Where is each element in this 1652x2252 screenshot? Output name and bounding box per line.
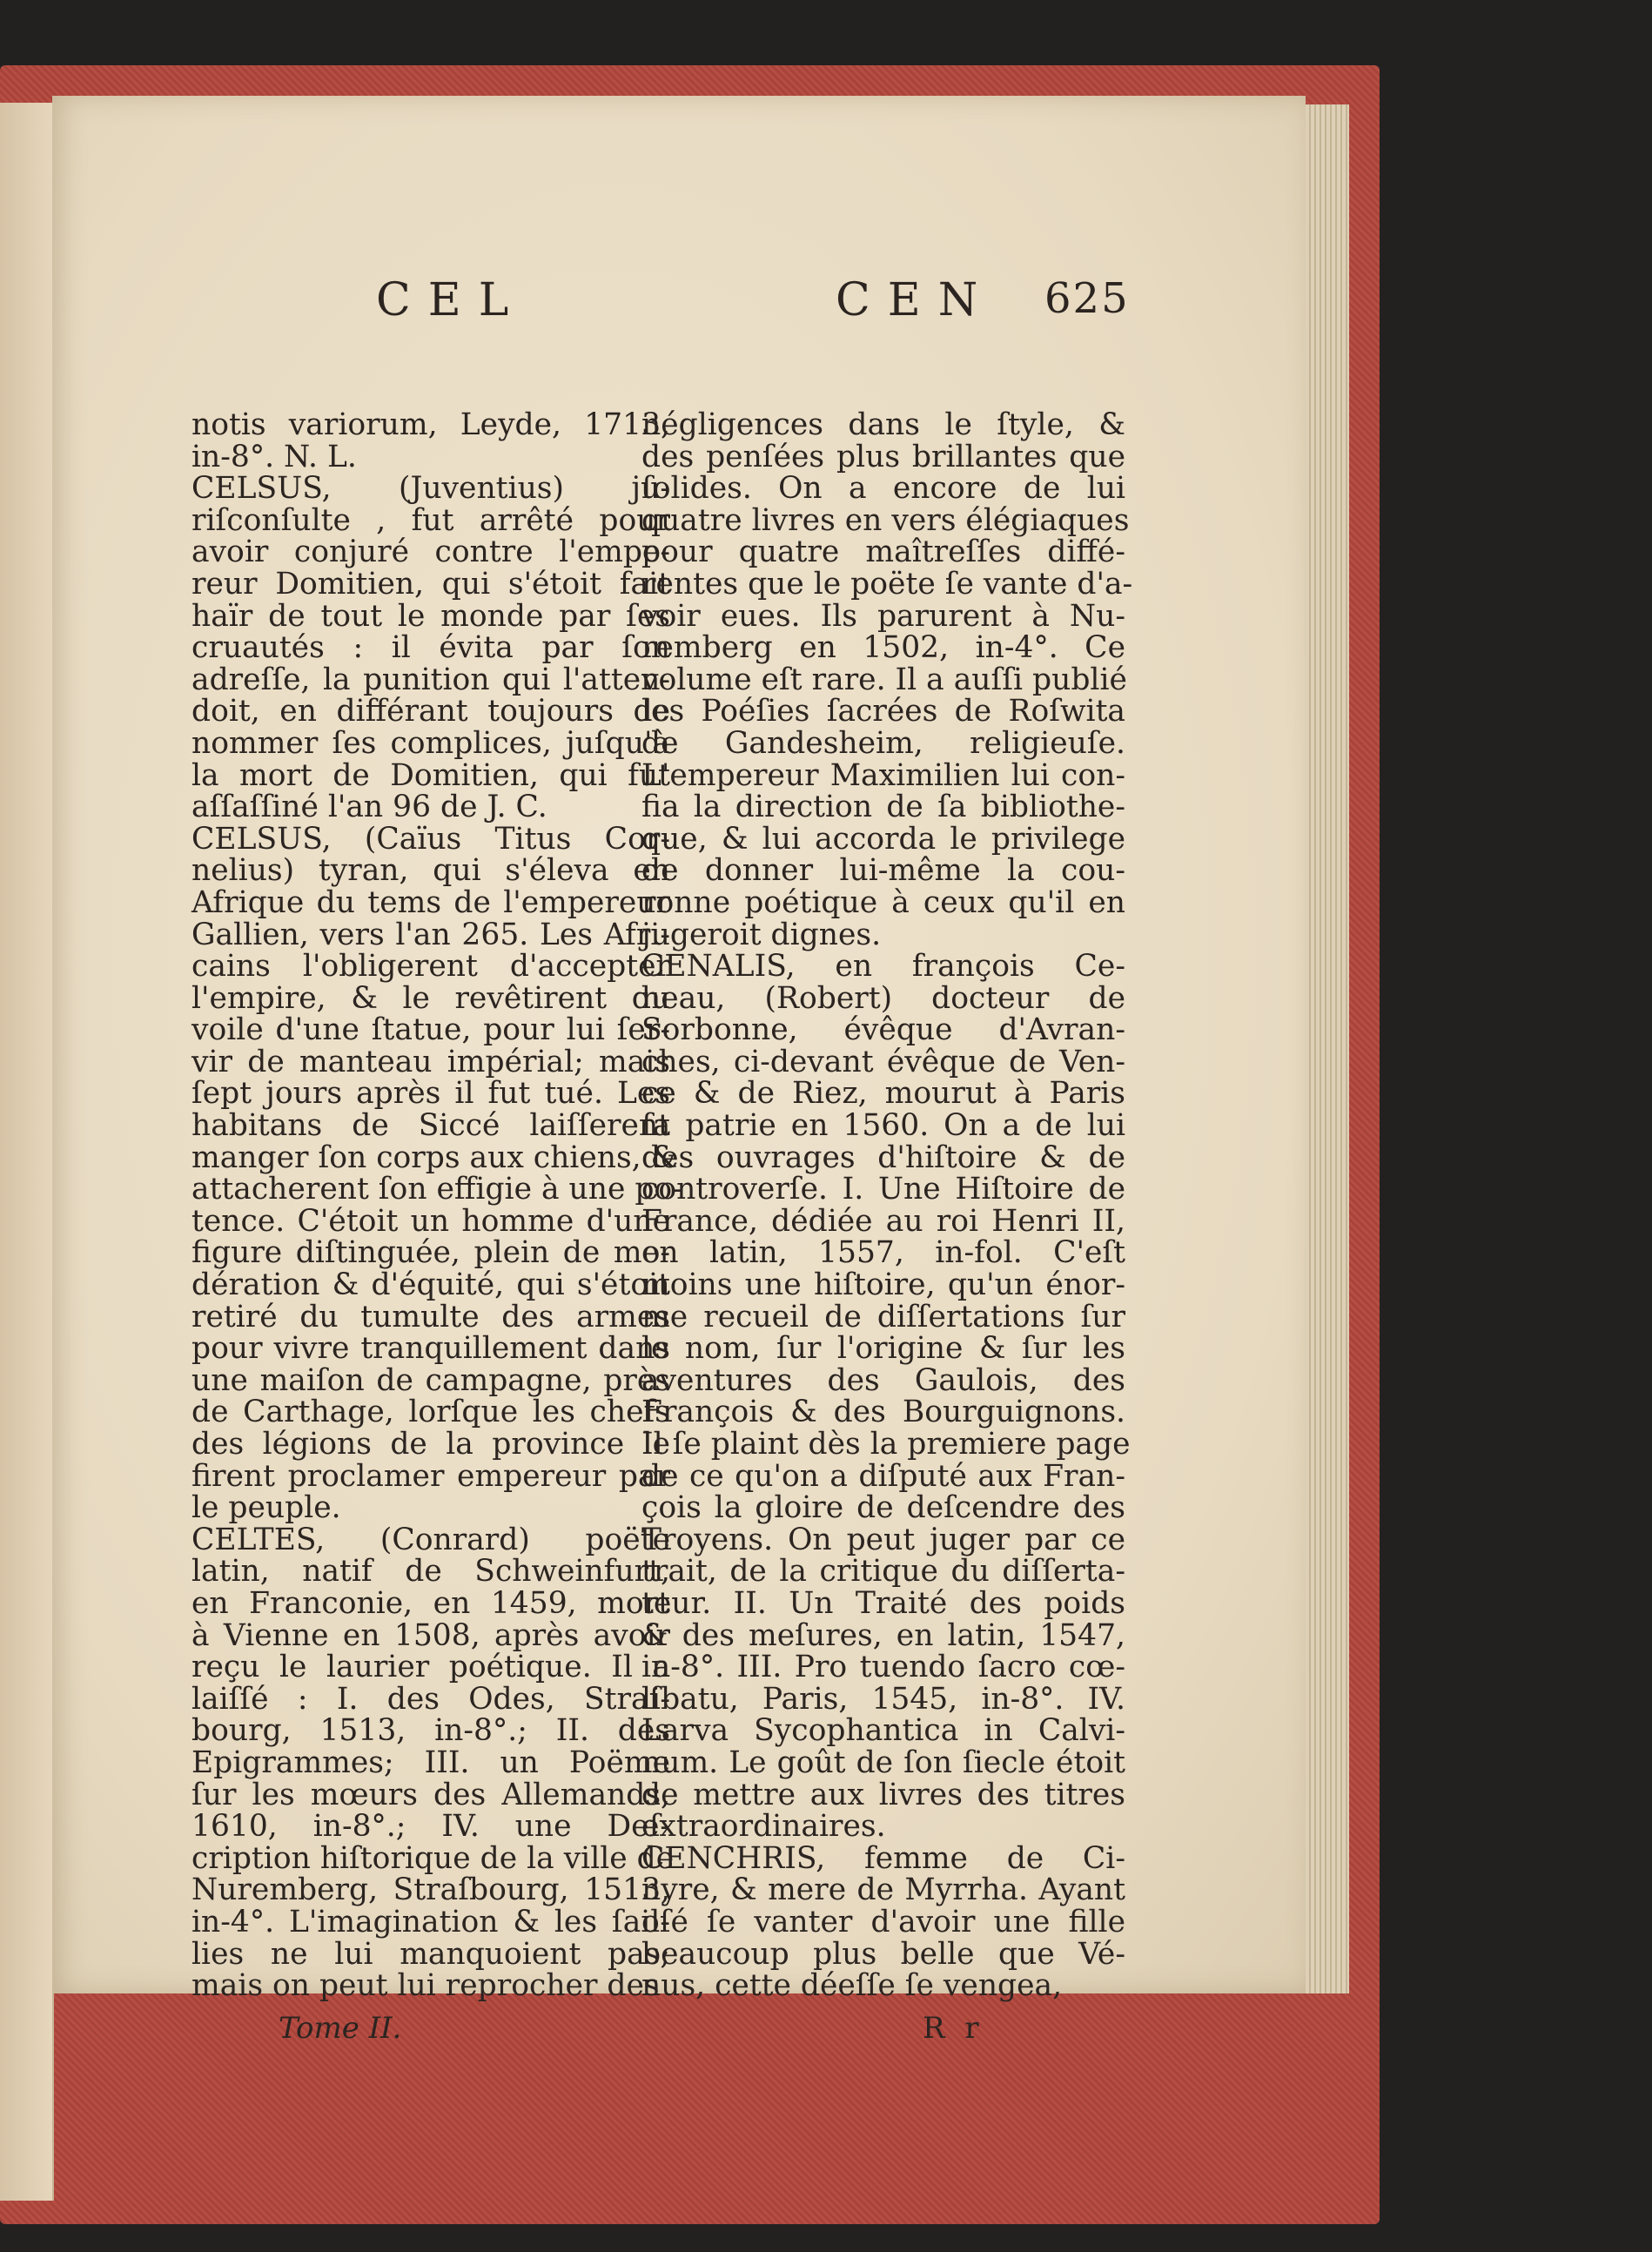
text-line: avoir conjuré contre l'empe- [191,534,670,570]
text-line: jugeroit dignes. [641,917,882,952]
text-line: des ouvrages d'hiſtoire & de [641,1139,1125,1175]
text-line: les Poéſies ſacrées de Roſwita [641,694,1125,729]
text-line: nommer ſes complices, juſqu'à [191,725,670,761]
text-line: CELTES, (Conrard) poëte [191,1522,670,1557]
text-line: Afrique du tems de l'empereur [191,884,670,920]
text-line: trait, de la critique du diſſerta- [641,1554,1125,1590]
running-head-right: CEN [836,274,996,326]
text-line: teur. II. Un Traité des poids [641,1585,1125,1621]
text-line: 1610, in-8°.; IV. une Deſ- [191,1809,670,1845]
text-line: voile d'une ſtatue, pour lui ſer- [191,1012,670,1048]
text-line: en Franconie, en 1459, mort [191,1585,670,1621]
text-line: des légions de la province le [191,1427,670,1462]
text-line: num. Le goût de ſon ſiecle étoit [641,1744,1125,1780]
text-line: retiré du tumulte des armes [191,1299,670,1334]
text-line: CELSUS, (Caïus Titus Cor- [191,821,670,857]
text-line: extraordinaires. [641,1809,886,1845]
text-line: in-8°. N. L. [191,439,357,474]
text-line: neau, (Robert) docteur de [641,980,1125,1016]
text-line: controverſe. I. Une Hiſtoire de [641,1172,1125,1207]
text-line: in-4°. L'imagination & les ſail- [191,1904,670,1939]
text-line: Nuremberg, Straſbourg, 1513, [191,1872,670,1908]
text-line: ſa patrie en 1560. On a de lui [641,1108,1125,1144]
text-line: pour quatre maîtreſſes diffé- [641,534,1125,570]
text-line: le peuple. [191,1490,341,1526]
text-line: cruautés : il évita par ſon [191,630,670,666]
text-line: CELSUS, (Juventius) ju- [191,471,670,507]
text-line: reçu le laurier poétique. Il a [191,1650,670,1685]
text-line: Troyens. On peut juger par ce [641,1522,1125,1557]
text-line: pour vivre tranquillement dans [191,1331,670,1367]
text-line: bourg, 1513, in-8°.; II. des [191,1713,670,1749]
text-line: ce & de Riez, mourut à Paris [641,1076,1125,1112]
text-line: firent proclamer empereur par [191,1458,670,1494]
text-line: vir de manteau impérial; mais [191,1044,670,1079]
text-line: dération & d'équité, qui s'étoit [191,1267,670,1303]
text-line: l'empire, & le revêtirent du [191,980,670,1016]
text-line: reur Domitien, qui s'étoit fait [191,566,670,602]
text-line: ſolides. On a encore de lui [641,471,1125,507]
book-page [52,96,1306,2046]
text-line: rentes que le poëte ſe vante d'a- [641,566,1133,602]
text-line: la mort de Domitien, qui fut [191,757,670,793]
text-line: voir eues. Ils parurent à Nu- [641,598,1125,634]
text-line: tence. C'étoit un homme d'une [191,1203,670,1239]
text-line: une maiſon de campagne, près [191,1362,670,1398]
text-line: quatre livres en vers élégiaques [641,502,1130,538]
text-line: haïr de tout le monde par ſes [191,598,670,634]
text-line: que, & lui accorda le privilege [641,821,1125,857]
text-line: Gallien, vers l'an 265. Les Afri- [191,917,670,952]
text-line: nyre, & mere de Myrrha. Ayant [641,1872,1125,1908]
text-line: lies ne lui manquoient pas; [191,1936,670,1972]
text-line: en latin, 1557, in-fol. C'eſt [641,1235,1125,1271]
text-line: cains l'obligerent d'accepter [191,949,670,985]
text-line: aſſaſſiné l'an 96 de J. C. [191,790,547,825]
text-line: CENALIS, en françois Ce- [641,949,1125,985]
text-line: négligences dans le ſtyle, & [641,407,1125,442]
text-line: adreſſe, la punition qui l'atten- [191,662,670,697]
text-line: figure diſtinguée, plein de mo- [191,1235,670,1271]
text-line: nelius) tyran, qui s'éleva en [191,853,670,889]
text-line: à Vienne en 1508, après avoir [191,1617,670,1653]
text-line: oſé ſe vanter d'avoir une fille [641,1904,1125,1939]
text-line: notis variorum, Leyde, 1713, [191,407,670,442]
text-line: de mettre aux livres des titres [641,1777,1125,1812]
text-line: laiſſé : I. des Odes, Straſ- [191,1681,670,1717]
text-line: de Carthage, lorſque les chefs [191,1395,670,1430]
text-line: libatu, Paris, 1545, in-8°. IV. [641,1681,1125,1717]
text-line: Il ſe plaint dès la premiere page [641,1427,1131,1462]
text-line: ronne poétique à ceux qu'il en [641,884,1125,920]
text-line: habitans de Siccé laiſſerent [191,1108,670,1144]
text-line: & des meſures, en latin, 1547, [641,1617,1125,1653]
text-line: aventures des Gaulois, des [641,1362,1125,1398]
text-line: fia la direction de ſa bibliothe- [641,790,1125,825]
text-line: me recueil de diſſertations ſur [641,1299,1125,1334]
text-line: ſur les mœurs des Allemands, [191,1777,670,1812]
text-line: Epigrammes; III. un Poëme [191,1744,670,1780]
signature-mark: R r [923,2011,984,2046]
text-line: çois la gloire de deſcendre des [641,1490,1125,1526]
text-line: nus, cette déeſſe ſe vengea, [641,1968,1063,2004]
text-line: volume eſt rare. Il a auſſi publié [641,662,1127,697]
right-text-column [641,407,1133,2004]
text-line: L'empereur Maximilien lui con- [641,757,1125,793]
text-line: Larva Sycophantica in Calvi- [641,1713,1125,1749]
text-line: remberg en 1502, in-4°. Ce [641,630,1125,666]
text-line: riſconſulte , fut arrêté pour [191,502,670,538]
text-line: attacherent ſon effigie à une po- [191,1172,682,1207]
text-line: latin, natif de Schweinfurt, [191,1554,670,1590]
left-text-column [191,407,682,2004]
page-number: 625 [1044,274,1130,323]
text-line: le nom, ſur l'origine & ſur les [641,1331,1125,1367]
facing-page-edge [0,103,54,2201]
volume-footer: Tome II. [279,2011,402,2046]
text-line: ſept jours après il fut tué. Les [191,1076,670,1112]
text-line: cription hiſtorique de la ville de [191,1840,675,1876]
text-line: manger ſon corps aux chiens, & [191,1139,678,1175]
text-line: Sorbonne, évêque d'Avran- [641,1012,1125,1048]
text-line: moins une hiſtoire, qu'un énor- [641,1267,1125,1303]
text-line: doit, en différant toujours de [191,694,670,729]
text-line: de ce qu'on a diſputé aux Fran- [641,1458,1125,1494]
text-line: in-8°. III. Pro tuendo ſacro cœ- [641,1650,1125,1685]
running-head-left: CEL [376,274,527,326]
text-line: de donner lui-même la cou- [641,853,1125,889]
text-line: de Gandesheim, religieuſe. [641,725,1125,761]
text-line: François & des Bourguignons. [641,1395,1125,1430]
text-line: CENCHRIS, femme de Ci- [641,1840,1125,1876]
text-line: ches, ci-devant évêque de Ven- [641,1044,1125,1079]
text-line: mais on peut lui reprocher des [191,1968,660,2004]
text-line: France, dédiée au roi Henri II, [641,1203,1125,1239]
text-line: des penſées plus brillantes que [641,439,1125,474]
text-line: beaucoup plus belle que Vé- [641,1936,1125,1972]
